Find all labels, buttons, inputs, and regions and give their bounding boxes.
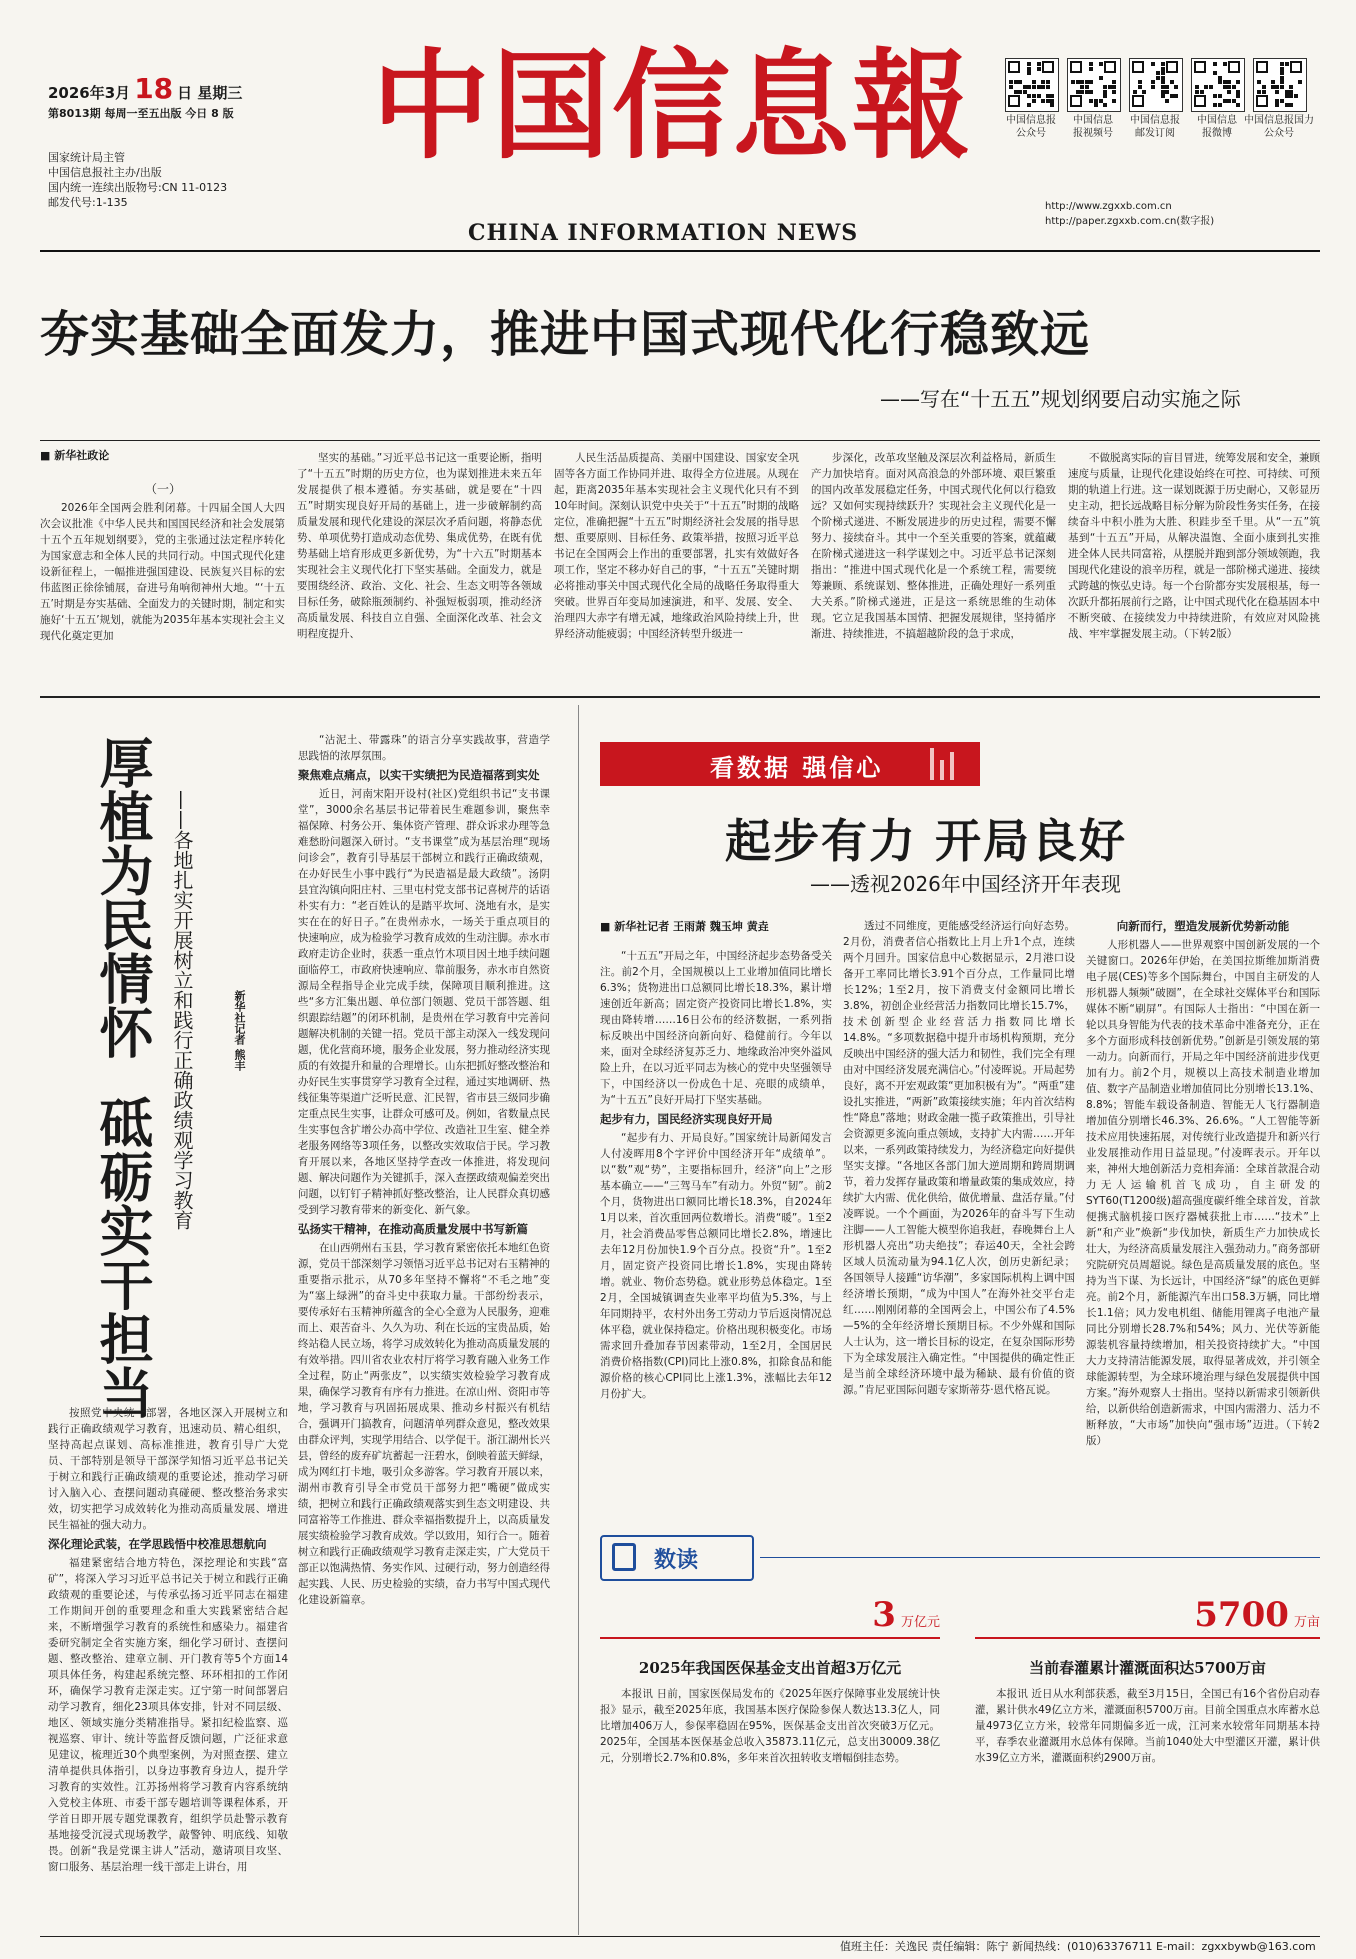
numbers-label: 数读 xyxy=(654,1548,699,1573)
lead-column-2 xyxy=(297,450,542,690)
qr-code[interactable] xyxy=(1253,58,1307,112)
economy-column-1 xyxy=(600,948,832,1448)
numbers-item-2 xyxy=(975,1595,1320,1816)
numbers-icon xyxy=(612,1543,636,1571)
economy-column-3 xyxy=(1086,918,1320,1448)
feature-paragraph: 按照党中央统一部署，各地区深入开展树立和践行正确政绩观学习教育，迅速动员、精心组织，坚持高起点谋划、高标准推进，教育引导广大党员、干部特别是领导干部深学知悟习近平总书记关于树立和践行正确政绩观的重要论述，推动学习研讨入脑入心、查摆问题动真碰硬、整改整治务求实效，切实把学习成效转化为推动高质量发展、增进民生福祉的强大动力。 xyxy=(48,1407,288,1531)
issue-date-month: 2026年3月 xyxy=(48,84,131,102)
lead-column-5 xyxy=(1068,450,1320,690)
feature-paragraph: “沾泥土、带露珠”的语言分享实践故事，营造学思践悟的浓厚氛围。 xyxy=(298,734,550,762)
issue-date xyxy=(48,72,242,105)
stat-unit: 万亩 xyxy=(1293,1615,1320,1630)
stat-headline: 当前春灌累计灌溉面积达5700万亩 xyxy=(1029,1659,1266,1677)
column-divider xyxy=(578,705,579,1935)
feature-paragraph: 近日，河南宋阳开设村(社区)党组织书记“支书课堂”，3000余名基层书记带着民生难题参训，聚焦幸福保障、村务公开、集体资产管理、群众诉求办理等急难愁盼问题深入研讨。“支书课堂”成为基层治理“现场问诊会”，教育引导基层干部树立和践行正确政绩观，在办好民生小事中践行“为民造福是最大政绩”。汤阴县宜沟镇向阳庄村、三里屯村党支部书记喜树芹的话语朴实有力：“老百姓认的是踏平坎坷、浇地有水，是实实在在的好日子。”在贵州赤水，一场关于重点项目的快速响应，成为检验学习教育成效的生动注脚。赤水市政府走访企业时，获悉一重点竹木项目因土地手续问题面临停工，市政府快速响应、靠前服务，赤水市自然资源局全程指导企业完成手续，保障项目顺利推进。这些“多方汇集出题、单位部门领题、党员干部答题、组织跟踪结题”的闭环机制，是贵州在学习教育中完善问题解决机制的关键一招。党员干部主动深入一线发现问题，优化营商环境，服务企业发展，努力推动经济实现质的有效提升和量的合理增长。山东把抓好整改整治和办好民生实事贯穿学习教育全过程，通过实地调研、热线征集等渠道广泛听民意、汇民智，省市县三级同步确定重点民生实事，让群众可感可及。例如，省数量点民生实事包含扩增公办高中学位、改造社卫生室、健全养老服务网络等3项任务，以整改实效取信于民。学习教育开展以来，各地区坚持学查改一体推进，将发现问题、解决问题作为关键抓手，深入查摆政绩观偏差突出问题，以钉钉子精神抓好整改整治，让人民群众真切感受到学习教育带来的新变化、新气象。 xyxy=(298,788,550,1216)
economy-title: 起步有力 开局良好 xyxy=(725,814,1128,868)
lead-paragraph: 不做脱离实际的盲目冒进，统筹发展和安全，兼顾速度与质量，让现代化建设始终在可控、可持续、可预期的轨道上行进。这一谋划既源于历史耐心，又彰显历史主动，把长远战略目标分解为阶段性务实任务，在接续奋斗中积小胜为大胜、积跬步至千里。从“一五”筑基到“十五五”开局，从解决温饱、全面小康到扎实推进全体人民共同富裕，从摆脱并跑到部分领域领跑，我国现代化建设的浪辛历程，就是一部阶梯式递进、接续式跨越的恢弘史诗。每一个台阶都夯实发展根基，每一次跃升都拓展前行之路，让中国式现代化在稳基固本中不断突破、在接续发力中持续进阶，有效应对风险挑战、牢牢掌握发展主动。（下转2版） xyxy=(1068,452,1320,640)
qr-code-label: 中国信息报国力 公众号 xyxy=(1244,115,1314,139)
lead-byline: ■ 新华社政论 xyxy=(40,449,110,462)
publisher-line: 国家统计局主管 xyxy=(48,151,125,164)
masthead xyxy=(0,0,1356,250)
lead-column-3 xyxy=(554,450,799,690)
data-banner-text: 看数据 强信心 xyxy=(710,754,884,782)
stat-headline: 2025年我国医保基金支出首超3万亿元 xyxy=(638,1659,902,1677)
headline-divider xyxy=(40,440,1320,441)
digital-paper-link[interactable]: http://paper.zgxxb.com.cn(数字报) xyxy=(1045,216,1215,227)
stat-unit: 万亿元 xyxy=(900,1615,940,1630)
feature-title-1: 厚植为民情怀 xyxy=(91,735,155,1059)
footer-credits: 值班主任：关逸民 责任编辑：陈宁 新闻热线：(010)63376711 E-mail：zgxxbywb@163.com xyxy=(840,1940,1316,1953)
qr-code-label: 中国信息 报微博 xyxy=(1197,115,1237,139)
lead-section-number: （一） xyxy=(145,482,182,496)
lead-column-1 xyxy=(40,500,285,690)
qr-code[interactable] xyxy=(1005,58,1059,112)
stat-value: 5700 xyxy=(1194,1595,1289,1635)
economy-subheading: 向新而行，塑造发展新优势新动能 xyxy=(1116,919,1290,933)
numbers-rule xyxy=(760,1557,1320,1558)
publisher-line: 中国信息报社主办/出版 xyxy=(48,166,162,179)
publisher-line: 邮发代号:1-135 xyxy=(48,196,128,209)
feature-column-1 xyxy=(48,1405,288,1930)
qr-code-label: 中国信息 报视频号 xyxy=(1073,115,1113,139)
newspaper-title: 中国信息報 xyxy=(372,36,973,175)
publisher-info xyxy=(48,150,227,210)
economy-column-2 xyxy=(843,918,1075,1448)
qr-code-label: 中国信息报 公众号 xyxy=(1006,115,1056,139)
issue-date-day: 18 xyxy=(134,72,174,105)
website-link[interactable]: http://www.zgxxb.com.cn xyxy=(1045,201,1172,212)
bar-chart-icon xyxy=(930,748,934,780)
section-divider xyxy=(40,696,1320,698)
newspaper-title-en: CHINA INFORMATION NEWS xyxy=(468,220,859,246)
feature-column-2 xyxy=(298,732,550,1932)
issue-number: 第8013期 每周一至五出版 今日 8 版 xyxy=(48,107,234,120)
economy-paragraph: “十五五”开局之年，中国经济起步态势备受关注。前2个月，全国规模以上工业增加值同比增长6.3%；货物进出口总额同比增长18.3%，累计增速创近年新高；固定资产投资同比增长1.8%，实现由降转增……16日公布的经济数据，一系列指标反映出中国经济向新向好、稳健前行。今年以来，面对全球经济复苏乏力、地缘政治冲突外溢风险上升，在以习近平同志为核心的党中央坚强领导下，中国经济以一份成色十足、亮眼的成绩单，为“十五五”良好开局打下坚实基础。 xyxy=(600,950,832,1106)
lead-headline: 夯实基础全面发力，推进中国式现代化行稳致远 xyxy=(40,306,1091,363)
feature-title-2: 砥砺实干担当 xyxy=(91,1095,155,1419)
lead-paragraph: 人民生活品质提高、美丽中国建设、国家安全巩固等各方面工作协同并进、取得全方位进展。从现在起，距离2035年基本实现社会主义现代化只有不到10年时间。深刻认识党中央关于“十五五”时期的战略定位，准确把握“十五五”时期经济社会发展的指导思想、重要原则、目标任务、政策举措，按照习近平总书记在全国两会上作出的重要部署，扎实有效做好各项工作，坚定不移办好自己的事，“十五五”关键时期必将推动事关中国式现代化全局的战略任务取得重大突破。世界百年变局加速演进，和平、发展、安全、治理四大赤字有增无减，地缘政治风险持续上升，世界经济动能疲弱；中国经济转型升级进一 xyxy=(554,452,799,640)
bar-chart-icon xyxy=(940,760,944,780)
feature-paragraph: 在山西朔州右玉县，学习教育紧密依托本地红色资源，党员干部深刻学习领悟习近平总书记对右玉精神的重要指示批示，从70多年坚持不懈将“不毛之地”变为“塞上绿洲”的奋斗史中获取力量。干部纷纷表示，要传承好右玉精神所蕴含的全心全意为人民服务，迎难而上、艰苦奋斗、久久为功、利在长远的宝贵品质，始终站稳人民立场，将学习成效转化为推动高质量发展的有效举措。四川省农业农村厅将学习教育融入业务工作全过程，防止“两张皮”，以实绩实效检验学习教育成果，确保学习教育有序有力推进。在凉山州、资阳市等地，学习教育与巩固拓展成果、推动乡村振兴有机结合，强调开门搞教育，问题清单列群众意见，整改效果由群众评判，实现学用结合、以学促干。浙江湖州长兴县，曾经的废弃矿坑蓄起一汪碧水，倒映着蓝天鲜绿，成为网红打卡地，吸引众多游客。学习教育开展以来，湖州市教育引导全市党员干部努力把“嘴硬”做成实绩，把树立和践行正确政绩观落实到生态文明建设、共同富裕等工作推进、群众幸福指数提升上，以高质量发展实绩检验学习教育成效。学以致用，知行合一。随着树立和践行正确政绩观学习教育走深走实，广大党员干部正以饱满热情、务实作风、过硬行动，努力创造经得起实践、人民、历史检验的实绩，奋力书写中国式现代化建设新篇章。 xyxy=(298,1242,550,1606)
feature-subheading: 深化理论武装，在学思践悟中校准思想航向 xyxy=(48,1537,267,1551)
stat-value: 3 xyxy=(872,1595,896,1635)
qr-code[interactable] xyxy=(1191,58,1245,112)
economy-subtitle: ——透视2026年中国经济开年表现 xyxy=(810,872,1121,896)
bar-chart-icon xyxy=(950,752,954,780)
numbers-section xyxy=(600,1535,1320,1935)
lead-paragraph: 步深化，改革攻坚触及深层次利益格局，新质生产力加快培育。面对风高浪急的外部环境、艰巨繁重的国内改革发展稳定任务，中国式现代化何以行稳致远？又如何实现持续跃升？实现社会主义现代化是一个阶梯式递进、不断发展进步的历史过程，需要不懈努力、接续奋斗。其中一个至关重要的答案，就蕴藏在阶梯式递进这一科学谋划之中。习近平总书记深刻指出：“推进中国式现代化是一个系统工程，需要统筹兼顾、系统谋划、整体推进，正确处理好一系列重大关系。”阶梯式递进，正是这一系统思维的生动体现。它立足我国基本国情、把握发展规律，坚持循序渐进、持续推进，不搞超越阶段的急于求成， xyxy=(811,452,1056,640)
economy-byline: ■ 新华社记者 王雨萧 魏玉坤 黄垚 xyxy=(600,920,769,933)
lead-column-4 xyxy=(811,450,1056,690)
feature-paragraph: 福建紧密结合地方特色，深挖理论和实践“富矿”，将深入学习习近平总书记关于树立和践行正确政绩观的重要论述，与传承弘扬习近平同志在福建工作期间开创的重要理念和重大实践紧密结合起来，不断增强学习教育的系统性和感染力。福建省委研究制定全省实施方案，细化学习研讨、查摆问题、整改整治、建章立制、开门教育等5个方面14项具体任务，构建起系统完整、环环相扣的工作闭环，确保学习教育走深走实。辽宁第一时间部署启动学习教育，细化23项具体安排，针对不同层级、地区、领域实施分类精准指导。紧扣纪检监察、巡视巡察、审计、统计等监督反馈问题，广泛征求意见建议，梳理近30个典型案例，为对照查摆、建立清单提供具体指引，以身边事教育身边人，提升学习教育的实效性。江苏扬州将学习教育内容系统纳入党校主体班、市委干部专题培训等课程体系，开学首日即开展专题党课教育，组织学员赴警示教育基地接受沉浸式现场教学，敲警钟、明底线、知敬畏。创新“我是党课主讲人”活动，邀请项目攻坚、窗口服务、基层治理一线干部走上讲台，用 xyxy=(48,1557,288,1873)
economy-paragraph: 人形机器人——世界观察中国创新发展的一个关键窗口。2026年伊始，在美国拉斯维加斯消费电子展(CES)等多个国际舞台，中国自主研发的人形机器人频频“破圈”，在全球社交媒体平台和国际媒体不断“刷屏”。有国际人士指出：“中国在新一轮以具身智能为代表的技术革命中准备充分，正在多个方面形成科技创新优势。”创新是引领发展的第一动力。向新而行，开局之年中国经济前进步伐更加有力。前2个月，规模以上高技术制造业增加值、数字产品制造业增加值同比分别增长13.1%、8.8%；智能车载设备制造、智能无人飞行器制造增加值分别增长46.3%、26.6%。“人工智能等新技术应用快速拓展，对传统行业改造提升和新兴行业发展推动作用日益显现。”付凌晖表示。开年以来，神州大地创新活力竞相奔涌：全球首款混合动力无人运输机首飞成功，自主研发的SYT60(T1200级)超高强度碳纤维全球首发，首款便携式脑机接口医疗器械获批上市……“技术”上新“和产业”焕新“步伐加快，新质生产力加快成长壮大，为经济高质量发展注入强劲动力。”商务部研究院研究员周超说。绿色是高质量发展的底色。坚持为当下谋、为长远计，中国经济“绿”的底色更鲜亮。前2个月，新能源汽车出口58.3万辆，同比增长1.1倍；风力发电机组、储能用锂离子电池产量同比分别增长28.7%和54%；风力、光伏等新能源装机容量持续增加，相关投资持续扩大。“中国大力支持清洁能源发展，取得显著成效，并引领全球能源转型，为全球环境治理与绿色发展提供中国方案。”海外观察人士指出。坚持以新需求引领新供给，以新供给创造新需求，中国内需潜力、活力不断释放，“大市场”加快向“强市场”迈进。（下转2版） xyxy=(1086,939,1320,1447)
economy-paragraph: 透过不同维度，更能感受经济运行向好态势。2月份，消费者信心指数比上月上升1个点，连续两个月回升。国家信息中心数据显示，2月港口设备开工率同比增长3.91个百分点，工作量同比增长12%；1至2月，按下消费支付金额同比增长3.8%，初创企业经营活力指数同比增长15.7%，技术创新型企业经营活力指数同比增长14.8%。“多项数据稳中提升市场机构预期，充分反映出中国经济的强大活力和韧性，我们完全有理由对中国经济发展充满信心。”付凌晖说。开局起势良好，离不开宏观政策“更加积极有为”。“两重”建设扎实推进，“两新”政策接续实施；年内首次结构性“降息”落地；财政金融一揽子政策推出，引导社会资源更多流向重点领域，支持扩大内需……开年以来，一系列政策持续发力，为经济稳定向好提供坚实支撑。“各地区各部门加大逆周期和跨周期调节，着力发挥存量政策和增量政策的集成效应，持续扩大内需、优化供给，做优增量、盘活存量。”付凌晖说。一个个画面，为2026年的奋斗写下生动注脚——人工智能大模型你追我赶，春晚舞台上人形机器人亮出“功夫绝技”；春运40天，全社会跨区域人员流动量为94.1亿人次，创历史新纪录；各国领导人接踵“访华潮”，多家国际机构上调中国经济增长预期，“成为中国人”在海外社交平台走红……刚刚闭幕的全国两会上，中国公布了4.5%—5%的全年经济增长预期目标。不少外媒和国际人士认为，这一增长目标的设定，在复杂国际形势下为全球发展注入确定性。“中国提供的确定性正是当前全球经济环境中最为稀缺、最有价值的资源。”肯尼亚国际问题专家斯蒂芬·恩代格瓦说。 xyxy=(843,920,1075,1396)
lead-subheadline: ——写在“十五五”规划纲要启动实施之际 xyxy=(880,387,1241,411)
qr-code[interactable] xyxy=(1129,58,1183,112)
stat-paragraph: 本报讯 近日从水利部获悉，截至3月15日，全国已有16个省份启动春灌，累计供水49亿立方米，灌溉面积5700万亩。目前全国重点水库蓄水总量4973亿立方米，较常年同期偏多近一成，江河来水较常年同期基本持平，春季农业灌溉用水总体有保障。当前1040处大中型灌区开灌，累计供水39亿立方米，灌溉面积约2900万亩。 xyxy=(975,1688,1320,1764)
feature-subheading: 聚焦难点痛点，以实干实绩把为民造福落到实处 xyxy=(298,768,540,782)
feature-subheading: 弘扬实干精神，在推动高质量发展中书写新篇 xyxy=(298,1222,528,1236)
numbers-item-1 xyxy=(600,1595,940,1816)
economy-subheading: 起步有力，国民经济实现良好开局 xyxy=(600,1112,773,1126)
economy-paragraph: “起步有力、开局良好。”国家统计局新闻发言人付凌晖用8个字评价中国经济开年“成绩单”。以“数”观“势”，主要指标回升，经济“向上”之形基本确立——“三驾马车”有动力。外贸“韧”。前2个月，货物进出口额同比增长18.3%，自2024年1月以来，首次重回两位数增长。消费“暖”。1至2月，社会消费品零售总额同比增长2.8%，增速比去年12月份加快1.9个百分点。投资“升”。1至2月，固定资产投资同比增长1.8%，实现由降转增。就业、物价态势稳。就业形势总体稳定。1至2月，全国城镇调查失业率平均值为5.3%，与上年同期持平，农村外出务工劳动力节后返岗情况总体平稳，就业保持稳定。价格出现积极变化。市场需求回升叠加春节因素带动，1至2月，全国居民消费价格指数(CPI)同比上涨0.8%，扣除食品和能源价格的核心CPI同比上涨1.3%，涨幅比去年12月份扩大。 xyxy=(600,1132,832,1400)
stat-paragraph: 本报讯 日前，国家医保局发布的《2025年医疗保障事业发展统计快报》显示，截至2025年底，我国基本医疗保险参保人数达13.3亿人，同比增加406万人，参保率稳固在95%，医保基金支出首次突破3万亿元。2025年，全国基本医保基金总收入35873.11亿元，总支出30009.38亿元，分别增长2.7%和0.8%，多年来首次扭转收支增幅倒挂态势。 xyxy=(600,1688,940,1764)
qr-code-label: 中国信息报 邮发订阅 xyxy=(1130,115,1180,139)
numbers-label-box xyxy=(600,1535,754,1581)
footer-divider xyxy=(40,1936,1320,1937)
publisher-line: 国内统一连续出版物号:CN 11-0123 xyxy=(48,181,228,194)
feature-byline: 新华社记者 熊丰 xyxy=(233,990,246,1071)
issue-date-weekday: 日 星期三 xyxy=(177,84,243,102)
masthead-divider xyxy=(40,250,1320,252)
qr-code[interactable] xyxy=(1067,58,1121,112)
lead-paragraph: 坚实的基础。”习近平总书记这一重要论断，指明了“十五五”时期的历史方位，也为谋划推进未来五年发展提供了根本遵循。夯实基础，就是要在“十四五”时期实现良好开局的基础上，进一步破解制约高质量发展和现代化建设的深层次矛盾问题，将静态优势、单项优势打造成动态优势、集成优势，在既有优势基础上培育形成更多新优势，为“十六五”时期基本实现社会主义现代化打下坚实基础。全面发力，就是要围绕经济、政治、文化、社会、生态文明等各领域目标任务，破除瓶颈制约、补强短板弱项，推动经济高质量发展、科技自立自强、全面深化改革、社会文明程度提升、 xyxy=(297,452,542,640)
lead-paragraph: 2026年全国两会胜利闭幕。十四届全国人大四次会议批准《中华人民共和国国民经济和社会发展第十五个五年规划纲要》，党的主张通过法定程序转化为国家意志和全体人民的共同行动。中国式现代化建设新征程上，一幅推进强国建设、民族复兴目标的宏伟蓝图正徐徐铺展，奋进号角响彻神州大地。“‘十五五’时期是夯实基础、全面发力的关键时期，制定和实施好‘十五五’规划，就能为2035年基本实现社会主义现代化奠定更加 xyxy=(40,502,285,642)
data-banner xyxy=(600,742,980,786)
feature-subtitle: ——各地扎实开展树立和践行正确政绩观学习教育 xyxy=(170,790,194,1230)
